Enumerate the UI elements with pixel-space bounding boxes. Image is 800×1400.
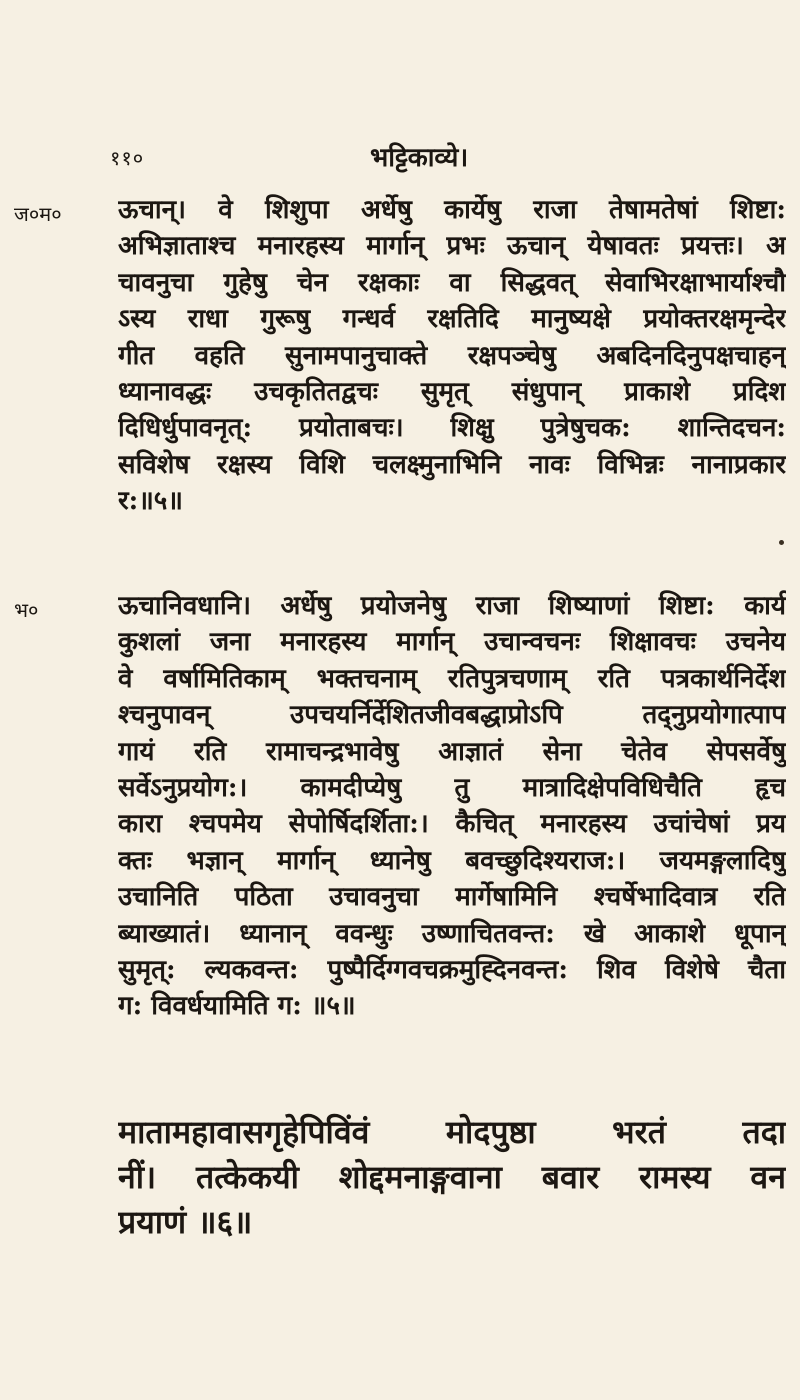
ink-speck bbox=[779, 540, 784, 545]
text-line: र:॥५॥ bbox=[118, 486, 183, 517]
text-line: वे वर्षामितिकाम् भक्तचनाम् रतिपुत्रचणाम् रति पत्रकार्थनिर्देश bbox=[118, 663, 786, 694]
text-line: कारा श्चपमेय सेपोर्षिदर्शिता:। कैचित् मनारहस्य उचांचेषां प्रय bbox=[118, 809, 786, 840]
text-line: क्तः भज्ञान् मार्गान् ध्यानेषु बवच्छुदिश्यराज:। जयमङ्गलादिषु bbox=[118, 845, 786, 876]
verse-line: नीं। तत्केकयी शोद्दमनाङ्गवाना बवार रामस्य वन bbox=[118, 1158, 786, 1196]
commentary-paragraph bbox=[118, 192, 786, 520]
text-line: श्चनुपावन् उपचयर्निर्देशितजीवबद्धाप्रोऽपि तद्नुप्रयोगात्पाप bbox=[118, 700, 786, 731]
text-line: सविशेष रक्षस्य विशि चलक्ष्मुनाभिनि नावः विभिन्नः नानाप्रकार bbox=[118, 449, 786, 480]
commentary-paragraph bbox=[118, 588, 786, 1025]
text-line: ध्यानावद्धः उचकृतितद्वचः सुमृत् संधुपान् प्राकाशे प्रदिश bbox=[118, 377, 786, 408]
text-line: उचानिति पठिता उचावनुचा मार्गेषामिनि श्चर्षेभादिवात्र रति bbox=[118, 882, 786, 913]
text-line: कुशलां जना मनारहस्य मार्गान् उचान्वचनः शिक्षावचः उचनेय bbox=[118, 627, 786, 658]
text-line: गीत वहति सुनामपानुचाक्ते रक्षपञ्चेषु अबदिनदिनुपक्षचाहन् bbox=[118, 340, 786, 371]
text-line: दिधिर्धुपावनृत्: प्रयोताबचः। शिक्षु पुत्रेषुचक: शान्तिदचन: bbox=[118, 413, 786, 444]
section-label: ज०म० bbox=[14, 202, 62, 226]
verse-block bbox=[118, 1110, 786, 1245]
verse-line: प्रयाणं ॥६॥ bbox=[118, 1203, 253, 1241]
text-line: अभिज्ञाताश्च मनारहस्य मार्गान् प्रभः ऊचान् येषावतः प्रयत्तः। अ bbox=[118, 231, 786, 262]
text-line: ग: विवर्धयामिति ग: ॥५॥ bbox=[118, 991, 356, 1022]
text-line: ब्याख्यातं। ध्यानान् ववन्धुः उष्णाचितवन्त: खे आकाशे धूपान् bbox=[118, 918, 786, 949]
running-title: भट्टिकाव्ये। bbox=[370, 143, 469, 173]
text-line: गायं रति रामाचन्द्रभावेषु आज्ञातं सेना चेतेव सेपसर्वेषु bbox=[118, 736, 786, 767]
running-head bbox=[0, 138, 800, 178]
text-line: ऽस्य राधा गुरूषु गन्धर्व रक्षतिदि मानुष्यक्षे प्रयोक्तरक्षमृन्देर bbox=[118, 304, 786, 335]
verse-line: मातामहावासगृहेपिविंवं मोदपुष्ठा भरतं तदा bbox=[118, 1113, 786, 1151]
section-label: भ० bbox=[14, 598, 39, 622]
text-line: ऊचान्। वे शिशुपा अर्धेषु कार्येषु राजा तेषामतेषां शिष्टा: bbox=[118, 195, 786, 225]
text-line: सुमृत्: ल्यकवन्त: पुष्पैर्दिग्गवचक्रमुह्दिनवन्त: शिव विशेषे चैता bbox=[118, 955, 786, 986]
page-number: ११० bbox=[110, 146, 145, 170]
text-line: सर्वेऽनुप्रयोग:। कामदीप्येषु तु मात्रादिक्षेपविधिचैति हृच bbox=[118, 773, 786, 804]
text-line: ऊचानिवधानि। अर्धेषु प्रयोजनेषु राजा शिष्याणां शिष्टा: कार्य bbox=[118, 591, 786, 621]
text-line: चावनुचा गुहेषु चेन रक्षकाः वा सिद्धवत् सेवाभिरक्षाभार्याश्चौ bbox=[118, 267, 786, 298]
